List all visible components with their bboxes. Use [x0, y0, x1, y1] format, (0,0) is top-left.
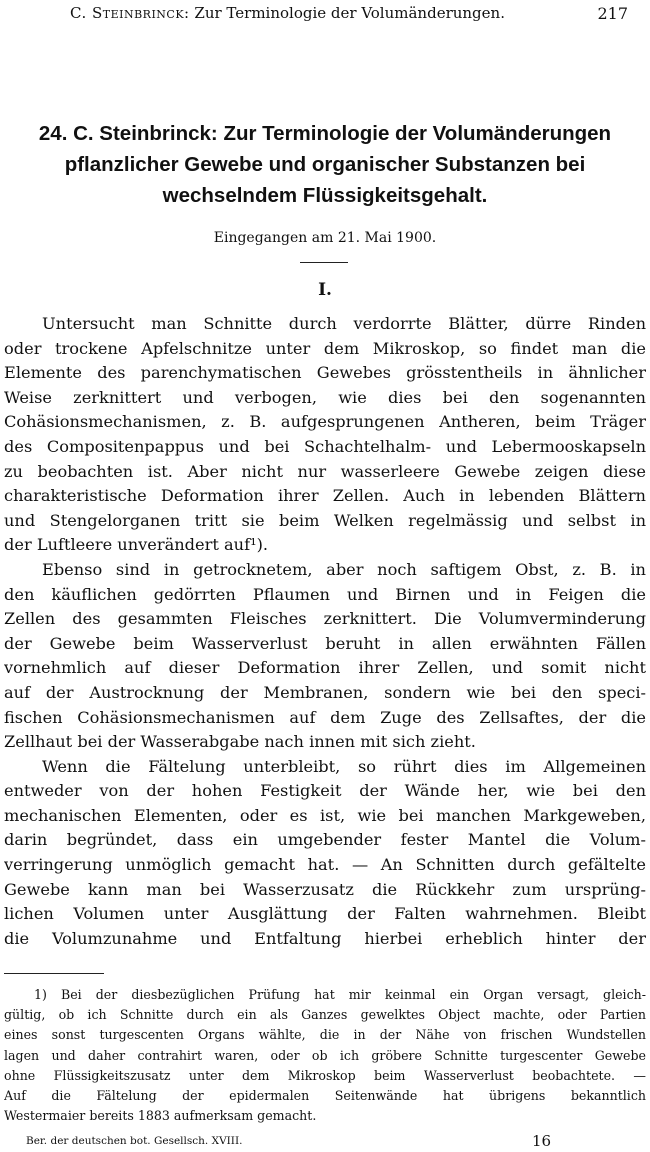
footnote-line: gültig, ob ich Schnitte durch ein als Ganzes gewelktes Object machte, oder Partien: [4, 1007, 646, 1023]
body-line: der Gewebe beim Wasserverlust beruht in allen erwähnten Fällen: [4, 633, 646, 653]
article-title: [0, 118, 650, 211]
body-line: Untersucht man Schnitte durch verdorrte Blätter, dürre Rinden: [42, 314, 646, 333]
body-line: Cohäsionsmechanismen, z. B. aufgesprungenen Antheren, beim Träger: [4, 412, 646, 432]
body-line: Elemente des parenchymatischen Gewebes grösstentheils in ähnlicher: [4, 363, 646, 383]
received-date: Eingegangen am 21. Mai 1900.: [213, 230, 437, 246]
body-line: Gewebe kann man bei Wasserzusatz die Rückkehr zum ursprüng-: [4, 879, 646, 899]
body-line: charakteristische Deformation ihrer Zellen. Auch in lebenden Blättern: [4, 486, 646, 506]
body-line: der Luftleere unverändert auf¹).: [4, 535, 269, 555]
footnote-line: Westermaier bereits 1883 aufmerksam gemacht.: [4, 1108, 317, 1124]
footnote-line: ohne Flüssigkeitszusatz unter dem Mikroskop beim Wasserverlust beobachtete. —: [4, 1067, 646, 1083]
body-line: Ebenso sind in getrocknetem, aber noch saftigem Obst, z. B. in: [42, 559, 646, 579]
footnotes: [4, 985, 646, 1126]
body-line: lichen Volumen unter Ausglättung der Falten wahrnehmen. Bleibt: [4, 904, 646, 924]
body-line: und Stengelorganen tritt sie beim Welken regelmässig und selbst in: [4, 510, 646, 530]
body-line: vornehmlich auf dieser Deformation ihrer Zellen, und somit nicht: [4, 658, 646, 678]
header-author: C. Steinbrinck:: [70, 4, 190, 22]
body-line: Zellen des gesammten Fleisches zerknittert. Die Volumverminderung: [4, 609, 646, 629]
body-line: Weise zerknittert und verbogen, wie dies bei den sogenannten: [4, 387, 646, 407]
page-number: 217: [597, 4, 628, 23]
title-line: 24. C. Steinbrinck: Zur Terminologie der Volumänderungen: [38, 122, 612, 145]
title-divider: [300, 262, 348, 263]
body-line: mechanischen Elementen, oder es ist, wie bei manchen Markgeweben,: [4, 805, 646, 825]
body-line: entweder von der hohen Festigkeit der Wände her, wie bei den: [4, 781, 646, 801]
footnote-divider: [4, 973, 104, 974]
title-line: pflanzlicher Gewebe und organischer Substanzen bei: [64, 153, 586, 176]
footnote-line: lagen und daher contrahirt waren, oder ob ich gröbere Schnitte turgescenter Gewebe: [4, 1047, 646, 1063]
body-line: auf der Austrocknung der Membranen, sondern wie bei den speci-: [4, 682, 646, 702]
title-line: wechselndem Flüssigkeitsgehalt.: [162, 184, 488, 207]
section-number: I.: [318, 280, 332, 300]
body-line: fischen Cohäsionsmechanismen auf dem Zuge des Zellsaftes, der die: [4, 707, 646, 727]
footnote-line: eines sonst turgescenten Organs wählte, die in der Nähe von frischen Wundstellen: [4, 1027, 646, 1043]
journal-signature: Ber. der deutschen bot. Gesellsch. XVIII.: [26, 1135, 243, 1147]
body-line: den käuflichen gedörrten Pflaumen und Birnen und in Feigen die: [4, 584, 646, 604]
body-line: Zellhaut bei der Wasserabgabe nach innen mit sich zieht.: [4, 732, 476, 752]
body-line: oder trockene Apfelschnitze unter dem Mikroskop, so findet man die: [4, 338, 646, 358]
header-running-title: Zur Terminologie der Volumänderungen.: [194, 4, 505, 22]
running-header: [70, 4, 628, 24]
body-line: des Compositenpappus und bei Schachtelhalm- und Lebermooskapseln: [4, 436, 646, 456]
signature-number: 16: [532, 1132, 552, 1150]
footnote-line: 1) Bei der diesbezüglichen Prüfung hat mir keinmal ein Organ versagt, gleich-: [34, 987, 646, 1002]
footnote-line: Auf die Fältelung der epidermalen Seitenwände hat übrigens bekanntlich: [4, 1087, 646, 1103]
body-line: Wenn die Fältelung unterbleibt, so rührt dies im Allgemeinen: [42, 756, 646, 776]
body-text: [4, 312, 646, 951]
body-line: zu beobachten ist. Aber nicht nur wasserleere Gewebe zeigen diese: [4, 461, 646, 481]
body-line: verringerung unmöglich gemacht hat. — An Schnitten durch gefältelte: [4, 855, 646, 875]
body-line: die Volumzunahme und Entfaltung hierbei erheblich hinter der: [4, 928, 646, 948]
body-line: darin begründet, dass ein umgebender fester Mantel die Volum-: [4, 830, 646, 850]
